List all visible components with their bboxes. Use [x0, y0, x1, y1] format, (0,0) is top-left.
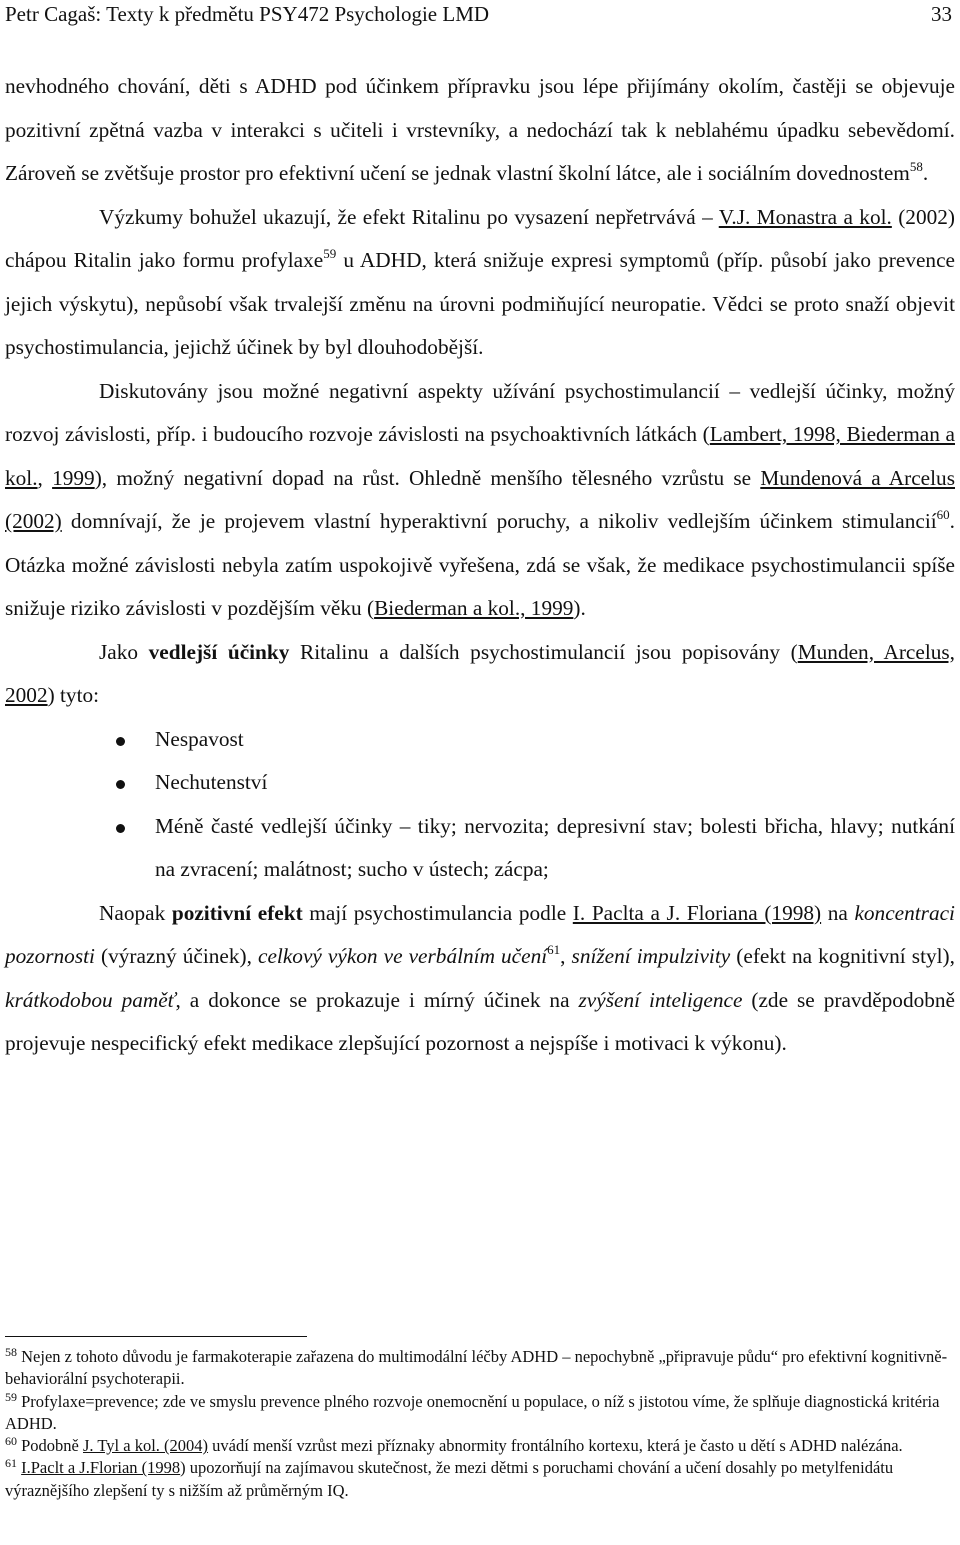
paragraph-4-text-b: Ritalinu a dalších psychostimulancií jsou popisovány (	[289, 639, 798, 664]
paragraph-5-text-e: ,	[560, 944, 572, 968]
body-text	[5, 65, 955, 1066]
citation-link[interactable]: Biederman a kol., 1999	[374, 596, 574, 620]
paragraph-5-text-g: , a dokonce se prokazuje i mírný účinek na	[175, 987, 579, 1012]
paragraph-5-text-c: na	[821, 900, 855, 925]
paragraph-3	[5, 370, 955, 631]
paragraph-3-text-e: . Otázka možné závislosti nebyla zatím uspokojivě vyřešena, zdá se však, že medikace psychostimulancii spíše snižuje riziko závislosti v pozdějším věku (	[5, 509, 955, 620]
side-effects-list	[5, 718, 955, 892]
footnote-number: 60	[5, 1434, 17, 1449]
paragraph-3-text-b: ,	[37, 465, 53, 490]
paragraph-5-text-d: (výrazný účinek),	[94, 944, 259, 968]
paragraph-5-text-b: mají psychostimulancia podle	[302, 900, 573, 925]
citation-link[interactable]: I. Paclta a J. Floriana (1998)	[572, 900, 822, 925]
italic-term: krátkodobou paměť	[5, 987, 176, 1012]
italic-term: koncentraci pozornosti	[5, 900, 955, 968]
side-effects-term: vedlejší účinky	[148, 639, 290, 664]
citation-link[interactable]: Mundenová a Arcelus (2002)	[5, 465, 955, 533]
paragraph-5	[5, 892, 955, 1066]
footnote-ref-59[interactable]: 59	[323, 246, 337, 261]
footnote-text: ) upozorňují na zajímavou skutečnost, že mezi dětmi s poruchami chování a učení dosahly po metylfenidátu výraznějšího zlepšení ty s nižším až průměrným IQ.	[5, 1458, 894, 1500]
citation-link[interactable]: Munden, Arcelus, 2002	[5, 639, 955, 707]
citation-link[interactable]: J. Tyl a kol. (2004)	[83, 1436, 209, 1456]
paragraph-5-text-f: (efekt na kognitivní styl),	[730, 944, 955, 968]
footnote-number: 61	[5, 1456, 17, 1471]
paragraph-2-text-a: Výzkumy bohužel ukazují, že efekt Ritalinu po vysazení nepřetrvává –	[99, 204, 719, 229]
paragraph-4-text-a: Jako	[99, 639, 149, 664]
paragraph-2	[5, 196, 955, 370]
footnote-number: 59	[5, 1389, 17, 1404]
citation-link[interactable]: 1999	[52, 465, 95, 490]
footnote-58	[5, 1346, 955, 1391]
paragraph-1-end: .	[922, 161, 929, 185]
paragraph-1-text: nevhodného chování, děti s ADHD pod účinkem přípravku jsou lépe přijímány okolím, častěji se objevuje pozitivní zpětná vazba v interakci s učiteli i vrstevníky, a nedochází tak k neblahému úpadku sebevědomí. Zároveň se zvětšuje prostor pro efektivní učení se jednak vlastní školní látce, ale i sociálním dovednostem	[5, 74, 955, 185]
footnote-ref-60[interactable]: 60	[936, 507, 950, 522]
list-item: Méně časté vedlejší účinky – tiky; nervozita; depresivní stav; bolesti břicha, hlavy; nutkání na zvracení; malátnost; sucho v ústech; zácpa;	[5, 805, 955, 892]
positive-effect-term: pozitivní efekt	[171, 900, 303, 925]
paragraph-3-text-a: Diskutovány jsou možné negativní aspekty užívání psychostimulancií – vedlejší účinky, možný rozvoj závislosti, příp. i budoucího rozvoje závislosti na psychoaktivních látkách (	[5, 378, 955, 446]
paragraph-4	[5, 631, 955, 718]
footnote-text: Nejen z tohoto důvodu je farmakoterapie zařazena do multimodální léčby ADHD – nepochybně „připravuje půdu“ pro efektivní kognitivně-behaviorální psychoterapii.	[5, 1347, 948, 1389]
citation-link[interactable]: I.Paclt a J.Florian (1998	[21, 1458, 181, 1478]
footnote-text: Profylaxe=prevence; zde ve smyslu prevence plného rozvoje onemocnění u populace, o níž s jistotou víme, že splňuje diagnostická kritéria ADHD.	[5, 1391, 940, 1433]
footnotes	[5, 1346, 955, 1502]
paragraph-2-text-b: (2002) chápou Ritalin jako formu profylaxe	[5, 204, 955, 272]
footnote-number: 58	[5, 1345, 17, 1359]
list-item: Nespavost	[5, 718, 955, 762]
page-header	[5, 0, 952, 28]
paragraph-2-text-c: u ADHD, která snižuje expresi symptomů (příp. působí jako prevence jejich výskytu), nepůsobí však trvalejší změnu na úrovni podmiňující neuropatie. Vědci se proto snaží objevit psychostimulancia, jejichž účinek by byl dlouhodobější.	[5, 248, 955, 359]
footnote-59	[5, 1391, 955, 1436]
paragraph-1	[5, 65, 955, 196]
italic-term: celkový výkon ve verbálním učení	[258, 944, 548, 968]
paragraph-3-text-c: ), možný negativní dopad na růst. Ohledně menšího tělesného vzrůstu se	[94, 465, 761, 490]
footnote-text: uvádí menší vzrůst mezi příznaky abnormity frontálního kortexu, která je často u dětí s ADHD nalézána.	[208, 1436, 903, 1456]
footnote-text: Podobně	[17, 1436, 83, 1456]
footnote-61	[5, 1457, 955, 1502]
footnote-ref-61[interactable]: 61	[547, 942, 561, 957]
paragraph-5-text-a: Naopak	[99, 900, 172, 925]
italic-term: zvýšení inteligence	[578, 987, 743, 1012]
italic-term: snížení impulzivity	[571, 944, 731, 968]
document-title: Petr Cagaš: Texty k předmětu PSY472 Psychologie LMD	[5, 2, 490, 26]
paragraph-4-text-c: ) tyto:	[47, 683, 100, 707]
footnote-separator	[5, 1336, 307, 1337]
citation-link[interactable]: Lambert, 1998, Biederman a kol.	[5, 422, 955, 490]
paragraph-3-text-d: domnívají, že je projevem vlastní hyperaktivní poruchy, a nikoliv vedlejším účinkem stimulancií	[61, 509, 937, 533]
footnote-ref-58[interactable]: 58	[909, 159, 923, 174]
paragraph-3-text-f: ).	[573, 596, 586, 620]
paragraph-5-text-h: (zde se pravděpodobně projevuje nespecifický efekt medikace zlepšující pozornost a nejspíše i motivaci k výkonu).	[5, 987, 956, 1055]
footnote-60	[5, 1435, 955, 1457]
page-number: 33	[931, 2, 952, 26]
list-item: Nechutenství	[5, 761, 955, 805]
citation-link[interactable]: V.J. Monastra a kol.	[718, 204, 892, 229]
